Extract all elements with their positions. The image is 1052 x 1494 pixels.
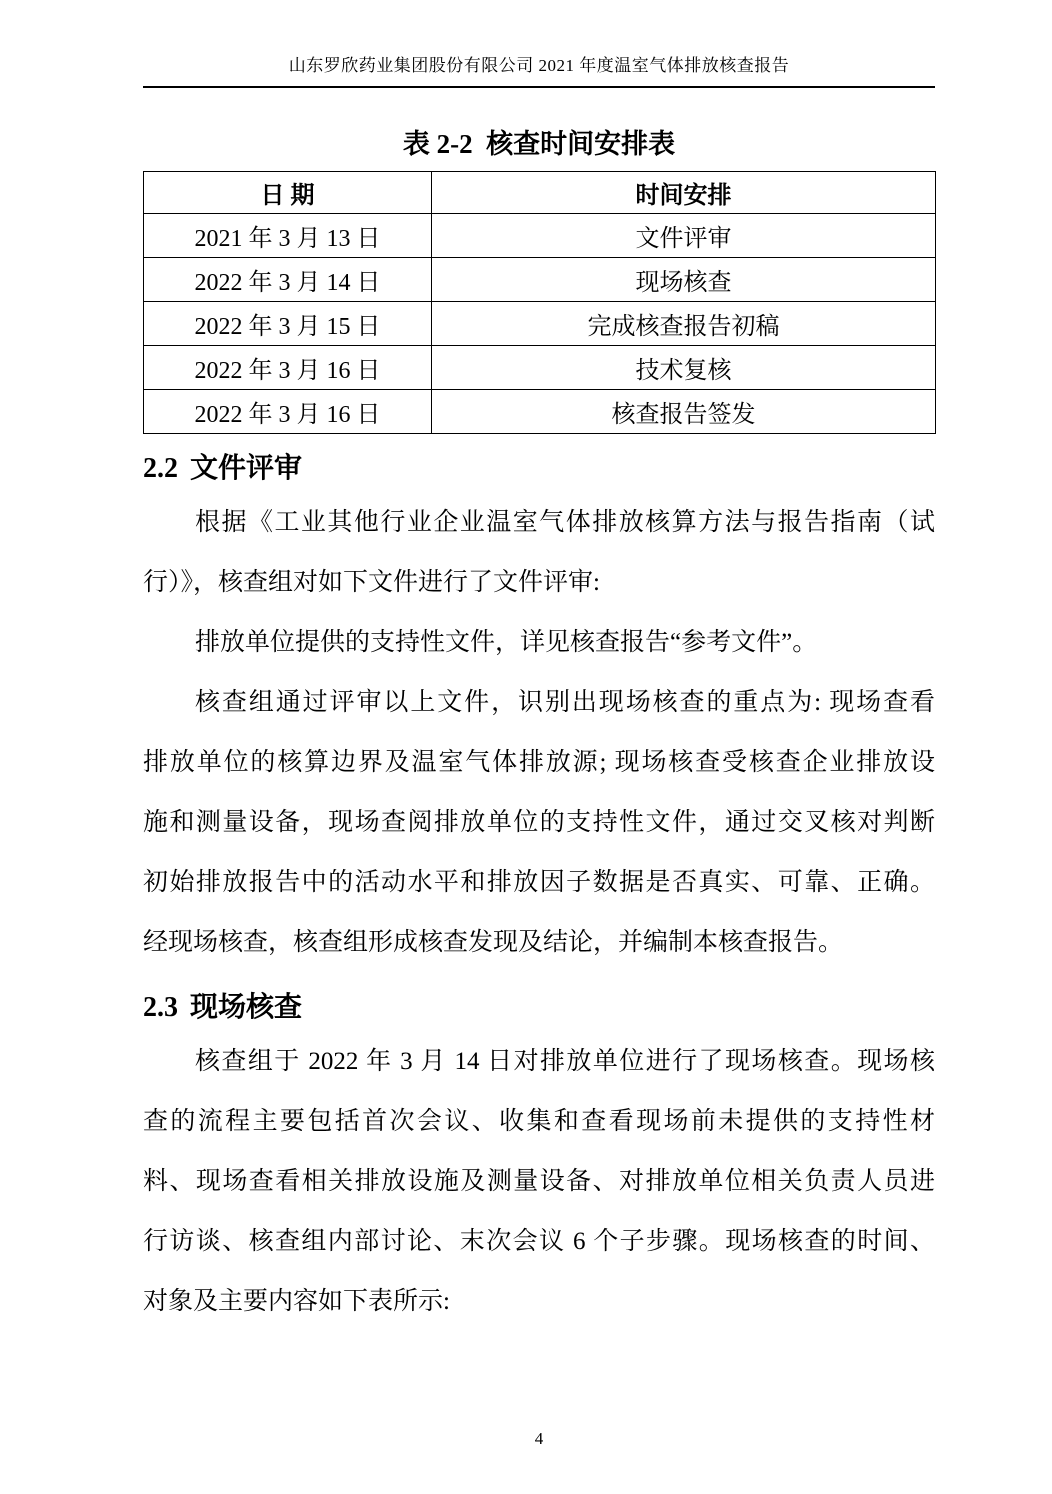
paragraph-line: 核查组通过评审以上文件，识别出现场核查的重点为: 现场查看 (195, 689, 935, 716)
paragraph-line: 施和测量设备，现场查阅排放单位的支持性文件，通过交叉核对判断 (143, 809, 935, 836)
section-2-3-body (143, 1032, 935, 1332)
paragraph-line: 初始排放报告中的活动水平和排放因子数据是否真实、可靠、正确。 (143, 869, 935, 896)
cell-date: 2022 年 3 月 16 日 (144, 346, 432, 390)
paragraph (143, 673, 935, 973)
schedule-table (143, 171, 936, 434)
section-number: 2.3 (143, 992, 178, 1023)
running-header (143, 54, 935, 88)
paragraph-line: 排放单位的核算边界及温室气体排放源; 现场核查受核查企业排放设 (143, 749, 935, 776)
paragraph-line: 行）》，核查组对如下文件进行了文件评审: (143, 569, 600, 596)
table-row (144, 214, 936, 258)
section-heading-2-2 (143, 451, 935, 487)
section-number: 2.2 (143, 453, 178, 484)
paragraph-line: 排放单位提供的支持性文件，详见核查报告“参考文件”。 (195, 629, 818, 656)
section-heading-2-3 (143, 990, 935, 1026)
cell-date: 2022 年 3 月 16 日 (144, 390, 432, 434)
paragraph (143, 1032, 935, 1332)
paragraph-line: 查的流程主要包括首次会议、收集和查看现场前未提供的支持性材 (143, 1108, 935, 1135)
cell-date: 2022 年 3 月 14 日 (144, 258, 432, 302)
paragraph (143, 613, 935, 673)
paragraph (143, 493, 935, 613)
paragraph-line: 对象及主要内容如下表所示: (143, 1288, 450, 1315)
running-header-text: 山东罗欣药业集团股份有限公司 2021 年度温室气体排放核查报告 (288, 56, 790, 75)
table-row (144, 346, 936, 390)
cell-date: 2021 年 3 月 13 日 (144, 214, 432, 258)
table-row (144, 390, 936, 434)
paragraph-line: 根据《工业其他行业企业温室气体排放核算方法与报告指南（试 (195, 509, 935, 536)
column-header-date: 日 期 (144, 172, 432, 214)
cell-plan: 核查报告签发 (432, 390, 936, 434)
cell-plan: 现场核查 (432, 258, 936, 302)
cell-plan: 文件评审 (432, 214, 936, 258)
section-2-2-body (143, 493, 935, 973)
section-title: 文件评审 (190, 453, 303, 484)
paragraph-line: 核查组于 2022 年 3 月 14 日对排放单位进行了现场核查。现场核 (195, 1048, 935, 1075)
column-header-plan: 时间安排 (432, 172, 936, 214)
section-title: 现场核查 (190, 992, 303, 1023)
table-row (144, 302, 936, 346)
cell-plan: 完成核查报告初稿 (432, 302, 936, 346)
page-number: 4 (534, 1429, 544, 1448)
cell-plan: 技术复核 (432, 346, 936, 390)
cell-date: 2022 年 3 月 15 日 (144, 302, 432, 346)
paragraph-line: 料、现场查看相关排放设施及测量设备、对排放单位相关负责人员进 (143, 1168, 935, 1195)
table-caption: 表 2-2 核查时间安排表 (402, 129, 676, 159)
table-row (144, 258, 936, 302)
paragraph-line: 经现场核查，核查组形成核查发现及结论，并编制本核查报告。 (143, 929, 844, 956)
table-header-row (144, 172, 936, 214)
paragraph-line: 行访谈、核查组内部讨论、末次会议 6 个子步骤。现场核查的时间、 (143, 1228, 935, 1255)
